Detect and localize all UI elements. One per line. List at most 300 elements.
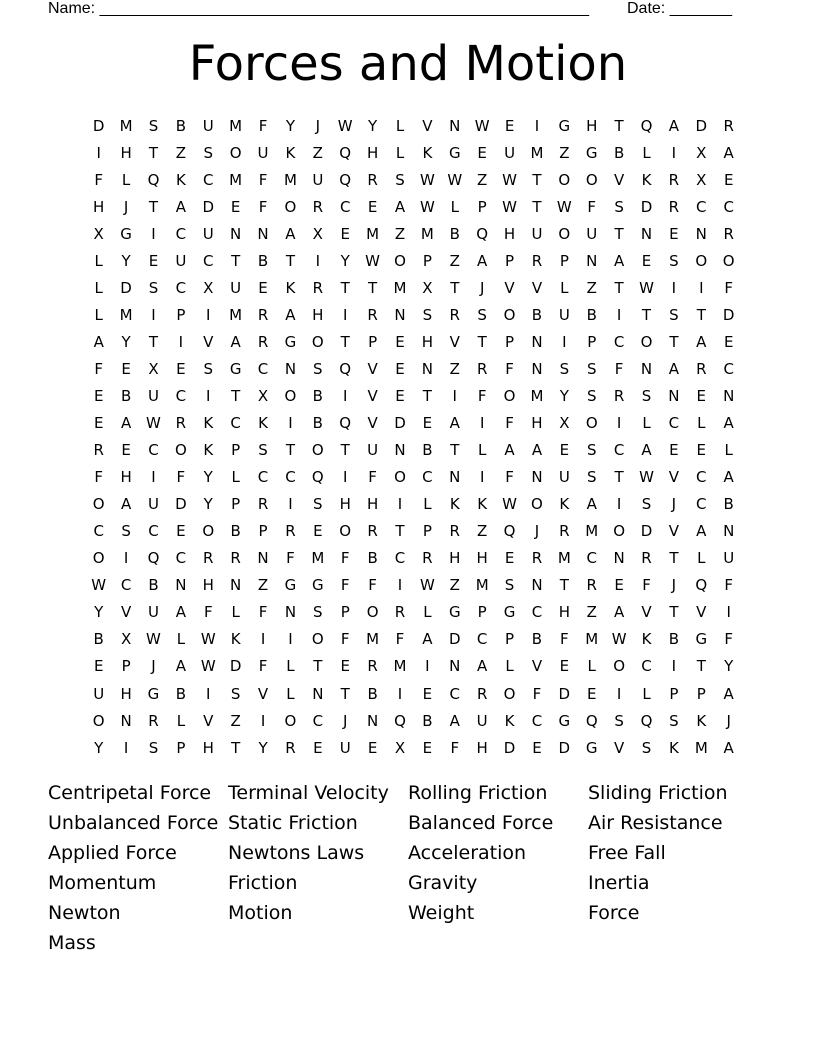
grid-letter: Z (477, 522, 488, 541)
grid-letter: X (93, 224, 104, 243)
grid-letter: P (422, 522, 432, 541)
grid-letter: I (671, 657, 677, 676)
grid-letter: T (641, 305, 652, 324)
grid-letter: W (556, 197, 572, 216)
grid-letter: E (176, 359, 186, 378)
grid-letter: Q (640, 711, 653, 730)
grid-letter: E (559, 657, 570, 676)
grid-letter: G (284, 576, 297, 595)
grid-letter: O (311, 332, 324, 351)
grid-letter: U (531, 224, 543, 243)
grid-letter: B (175, 116, 187, 135)
grid-letter: F (560, 630, 569, 649)
grid-letter: M (229, 116, 243, 135)
grid-letter: L (450, 197, 459, 216)
grid-letter: A (477, 251, 488, 270)
grid-letter: B (531, 630, 543, 649)
grid-letter: A (120, 495, 132, 514)
grid-letter: T (148, 197, 159, 216)
grid-letter: N (668, 386, 680, 405)
grid-letter: O (503, 305, 516, 324)
grid-letter: H (366, 495, 379, 514)
grid-letter: U (202, 116, 214, 135)
grid-letter: E (176, 522, 186, 541)
grid-letter: A (120, 414, 132, 433)
grid-letter: A (93, 332, 104, 351)
grid-letter: R (367, 170, 378, 189)
grid-letter: P (258, 522, 268, 541)
grid-letter: G (503, 603, 516, 622)
grid-letter: H (531, 414, 543, 433)
grid-letter: M (229, 305, 243, 324)
grid-letter: D (394, 414, 406, 433)
grid-letter: F (368, 576, 377, 595)
grid-letter: R (613, 386, 625, 405)
grid-letter: N (284, 359, 297, 378)
grid-letter: R (367, 522, 378, 541)
grid-letter: E (148, 251, 159, 270)
grid-letter: L (560, 278, 569, 297)
grid-letter: V (422, 116, 433, 135)
grid-letter: M (475, 576, 489, 595)
grid-letter: X (559, 414, 570, 433)
grid-letter: I (260, 711, 266, 730)
word-list-item: Static Friction (228, 812, 358, 834)
grid-letter: P (477, 603, 487, 622)
grid-letter: W (146, 630, 161, 649)
grid-letter: V (613, 738, 625, 757)
grid-letter: W (146, 414, 161, 433)
grid-letter: C (148, 441, 159, 460)
grid-letter: Y (559, 386, 569, 405)
grid-letter: Z (449, 359, 460, 378)
grid-letter: O (339, 522, 352, 541)
grid-letter: O (284, 711, 297, 730)
word-list-item: Balanced Force (408, 812, 554, 834)
grid-letter: G (229, 359, 242, 378)
grid-letter: N (449, 657, 461, 676)
grid-letter: X (422, 278, 433, 297)
grid-letter: A (175, 657, 186, 676)
grid-letter: S (230, 684, 241, 703)
grid-letter: L (94, 251, 103, 270)
grid-letter: V (531, 657, 543, 676)
grid-letter: S (669, 251, 679, 270)
grid-letter: T (669, 332, 679, 351)
grid-letter: D (695, 116, 708, 135)
grid-letter: Y (368, 116, 378, 135)
grid-letter: G (448, 143, 461, 162)
grid-letter: W (419, 576, 435, 595)
grid-letter: E (93, 414, 104, 433)
grid-letter: I (397, 576, 403, 595)
grid-letter: L (642, 143, 651, 162)
grid-letter: T (422, 386, 432, 405)
grid-letter: T (340, 684, 350, 703)
grid-letter: M (283, 170, 297, 189)
grid-letter: T (477, 332, 487, 351)
grid-letter: W (502, 197, 517, 216)
grid-letter: P (121, 657, 131, 676)
grid-letter: H (120, 684, 132, 703)
grid-letter: I (616, 305, 622, 324)
grid-letter: V (120, 603, 132, 622)
grid-letter: G (585, 738, 598, 757)
grid-letter: W (91, 576, 107, 595)
grid-letter: C (175, 386, 187, 405)
grid-letter: W (419, 170, 435, 189)
grid-letter: R (696, 359, 707, 378)
grid-letter: P (669, 684, 679, 703)
grid-letter: K (175, 170, 186, 189)
grid-letter: E (641, 251, 652, 270)
grid-letter: C (531, 711, 543, 730)
grid-letter: J (479, 278, 485, 297)
grid-letter: K (504, 711, 515, 730)
grid-letter: U (586, 224, 598, 243)
grid-letter: F (258, 116, 268, 135)
grid-letter: N (175, 576, 187, 595)
grid-letter: F (724, 278, 733, 297)
grid-letter: C (175, 278, 187, 297)
grid-letter: O (394, 468, 406, 487)
grid-letter: R (422, 549, 433, 568)
grid-letter: B (367, 684, 378, 703)
grid-letter: T (395, 522, 405, 541)
grid-letter: F (258, 197, 268, 216)
grid-letter: T (669, 549, 679, 568)
grid-letter: F (587, 197, 597, 216)
grid-letter: V (257, 684, 269, 703)
grid-letter: V (531, 278, 543, 297)
grid-letter: H (476, 738, 488, 757)
grid-letter: A (696, 332, 707, 351)
grid-letter: G (120, 224, 132, 243)
grid-letter: E (93, 657, 104, 676)
grid-letter: M (530, 386, 544, 405)
grid-letter: I (151, 305, 156, 324)
grid-letter: A (723, 684, 734, 703)
grid-letter: I (699, 278, 704, 297)
grid-letter: C (394, 549, 406, 568)
grid-letter: U (175, 251, 187, 270)
grid-letter: V (668, 522, 680, 541)
grid-letter: T (532, 170, 542, 189)
grid-letter: I (671, 143, 677, 162)
grid-letter: R (175, 414, 187, 433)
grid-letter: H (202, 576, 214, 595)
grid-letter: E (230, 197, 241, 216)
grid-letter: W (447, 170, 463, 189)
grid-letter: P (559, 251, 569, 270)
grid-letter: I (425, 657, 430, 676)
grid-letter: Z (586, 278, 597, 297)
word-list-item: Terminal Velocity (228, 782, 389, 804)
grid-letter: G (558, 711, 571, 730)
grid-letter: E (367, 197, 378, 216)
grid-letter: K (285, 278, 296, 297)
grid-letter: B (449, 224, 460, 243)
grid-letter: C (696, 495, 707, 514)
grid-letter: R (367, 657, 378, 676)
grid-letter: E (93, 386, 104, 405)
grid-letter: O (613, 522, 626, 541)
grid-letter: K (230, 630, 241, 649)
grid-letter: L (642, 684, 651, 703)
grid-letter: Z (559, 143, 570, 162)
grid-letter: O (311, 630, 324, 649)
grid-letter: I (671, 278, 677, 297)
grid-letter: R (230, 549, 241, 568)
grid-letter: B (586, 305, 597, 324)
grid-letter: H (421, 332, 434, 351)
grid-letter: A (668, 116, 680, 135)
grid-letter: R (449, 522, 460, 541)
grid-letter: N (394, 441, 406, 460)
grid-letter: M (393, 657, 407, 676)
grid-letter: I (397, 684, 403, 703)
grid-letter: N (312, 684, 324, 703)
grid-letter: M (694, 738, 708, 757)
grid-letter: O (531, 495, 543, 514)
grid-letter: I (151, 224, 156, 243)
grid-letter: L (231, 468, 240, 487)
grid-letter: I (315, 251, 321, 270)
word-list-item: Friction (228, 872, 298, 894)
grid-letter: C (93, 522, 104, 541)
grid-letter: A (668, 359, 680, 378)
grid-letter: P (587, 332, 597, 351)
grid-letter: U (147, 603, 159, 622)
grid-letter: L (94, 278, 103, 297)
grid-letter: O (585, 414, 598, 433)
grid-letter: N (723, 522, 735, 541)
grid-letter: K (477, 495, 488, 514)
grid-letter: T (559, 576, 569, 595)
grid-letter: O (92, 549, 105, 568)
grid-letter: V (696, 603, 707, 622)
grid-letter: I (206, 684, 211, 703)
grid-letter: P (505, 332, 515, 351)
grid-letter: K (285, 143, 296, 162)
grid-letter: R (93, 441, 104, 460)
grid-letter: B (668, 630, 680, 649)
word-list-item: Inertia (588, 872, 650, 894)
grid-letter: N (640, 224, 653, 243)
grid-letter: K (203, 441, 214, 460)
grid-letter: U (339, 738, 351, 757)
grid-letter: F (258, 657, 268, 676)
grid-letter: C (230, 414, 241, 433)
grid-letter: S (148, 738, 159, 757)
grid-letter: P (477, 197, 487, 216)
grid-letter: I (397, 495, 403, 514)
grid-letter: I (123, 738, 129, 757)
grid-letter: B (422, 711, 433, 730)
grid-letter: S (395, 170, 405, 189)
grid-letter: A (449, 711, 460, 730)
grid-letter: E (121, 359, 131, 378)
grid-letter: X (203, 278, 214, 297)
grid-letter: N (723, 386, 735, 405)
grid-letter: L (395, 116, 405, 135)
grid-letter: M (119, 116, 133, 135)
grid-letter: C (613, 332, 625, 351)
grid-letter: U (504, 143, 516, 162)
grid-letter: O (722, 251, 735, 270)
grid-letter: C (723, 359, 734, 378)
grid-letter: H (93, 197, 105, 216)
grid-letter: A (641, 441, 652, 460)
grid-letter: Q (476, 224, 489, 243)
grid-letter: L (642, 414, 651, 433)
grid-letter: T (340, 441, 350, 460)
grid-letter: C (120, 576, 132, 595)
grid-letter: Z (175, 143, 186, 162)
grid-letter: O (311, 441, 324, 460)
grid-letter: A (723, 414, 734, 433)
grid-letter: C (203, 170, 214, 189)
grid-letter: S (203, 143, 214, 162)
grid-letter: B (531, 305, 543, 324)
grid-letter: A (504, 441, 515, 460)
grid-letter: W (337, 116, 353, 135)
grid-letter: P (176, 738, 186, 757)
grid-letter: G (312, 576, 324, 595)
grid-letter: E (504, 549, 515, 568)
grid-letter: C (668, 414, 680, 433)
grid-letter: W (200, 630, 216, 649)
grid-letter: F (505, 359, 514, 378)
grid-letter: C (257, 468, 269, 487)
grid-letter: X (312, 224, 323, 243)
grid-letter: F (724, 576, 733, 595)
grid-letter: T (231, 386, 241, 405)
grid-letter: X (696, 170, 707, 189)
grid-letter: J (534, 522, 540, 541)
grid-letter: L (286, 657, 295, 676)
grid-letter: S (313, 603, 323, 622)
grid-letter: Q (339, 170, 352, 189)
grid-letter: T (231, 738, 241, 757)
grid-letter: H (476, 549, 488, 568)
grid-letter: Y (203, 468, 213, 487)
grid-letter: T (614, 468, 624, 487)
grid-letter: E (559, 441, 570, 460)
grid-letter: K (668, 738, 679, 757)
grid-letter: T (450, 441, 460, 460)
grid-letter: U (202, 224, 214, 243)
word-list-item: Rolling Friction (408, 782, 548, 804)
grid-letter: O (695, 251, 708, 270)
grid-letter: S (641, 386, 652, 405)
grid-letter: O (284, 197, 297, 216)
grid-letter: P (505, 630, 515, 649)
grid-letter: A (723, 468, 734, 487)
grid-letter: C (203, 251, 214, 270)
grid-letter: E (422, 738, 433, 757)
grid-letter: S (313, 359, 323, 378)
grid-letter: B (422, 441, 433, 460)
grid-letter: C (175, 549, 187, 568)
grid-letter: R (449, 305, 460, 324)
grid-letter: Y (121, 332, 131, 351)
grid-letter: L (477, 441, 487, 460)
grid-letter: W (419, 197, 435, 216)
grid-letter: A (175, 197, 186, 216)
grid-letter: A (285, 224, 296, 243)
grid-letter: I (342, 386, 348, 405)
grid-letter: L (231, 603, 240, 622)
grid-letter: A (449, 414, 460, 433)
grid-letter: N (394, 305, 406, 324)
grid-letter: D (640, 522, 653, 541)
grid-letter: F (340, 630, 350, 649)
grid-letter: B (257, 251, 269, 270)
grid-letter: T (614, 224, 624, 243)
grid-letter: E (723, 170, 734, 189)
grid-letter: C (723, 197, 734, 216)
grid-letter: X (148, 359, 159, 378)
grid-letter: Q (311, 468, 324, 487)
grid-letter: H (449, 549, 461, 568)
grid-letter: D (120, 278, 132, 297)
grid-letter: S (148, 116, 159, 135)
grid-letter: E (258, 278, 268, 297)
grid-letter: L (395, 143, 405, 162)
grid-letter: W (200, 657, 216, 676)
grid-letter: B (723, 495, 734, 514)
grid-letter: H (558, 603, 570, 622)
grid-letter: E (532, 738, 542, 757)
grid-letter: E (340, 224, 350, 243)
grid-letter: Z (257, 576, 269, 595)
grid-letter: S (203, 359, 214, 378)
grid-letter: O (92, 495, 105, 514)
grid-letter: K (258, 414, 268, 433)
grid-letter: M (366, 630, 380, 649)
grid-letter: N (421, 359, 433, 378)
grid-letter: N (586, 251, 598, 270)
grid-letter: O (558, 224, 571, 243)
grid-letter: W (502, 170, 517, 189)
grid-letter: Q (585, 711, 598, 730)
grid-letter: F (450, 738, 460, 757)
grid-letter: C (641, 657, 652, 676)
grid-letter: L (697, 549, 706, 568)
grid-letter: N (257, 549, 269, 568)
grid-letter: B (93, 630, 104, 649)
grid-letter: R (285, 738, 296, 757)
grid-letter: V (668, 468, 680, 487)
grid-letter: Z (230, 711, 241, 730)
grid-letter: U (93, 684, 105, 703)
grid-letter: K (696, 711, 707, 730)
grid-letter: Z (477, 170, 488, 189)
word-list-item: Newtons Laws (228, 842, 365, 864)
grid-letter: G (448, 603, 461, 622)
grid-letter: I (452, 386, 457, 405)
grid-letter: O (92, 711, 105, 730)
grid-letter: M (311, 549, 325, 568)
grid-letter: R (476, 684, 488, 703)
grid-letter: U (312, 170, 324, 189)
grid-letter: R (148, 711, 159, 730)
grid-letter: L (505, 657, 514, 676)
grid-letter: T (696, 305, 706, 324)
grid-letter: Q (695, 576, 708, 595)
grid-letter: S (614, 197, 624, 216)
